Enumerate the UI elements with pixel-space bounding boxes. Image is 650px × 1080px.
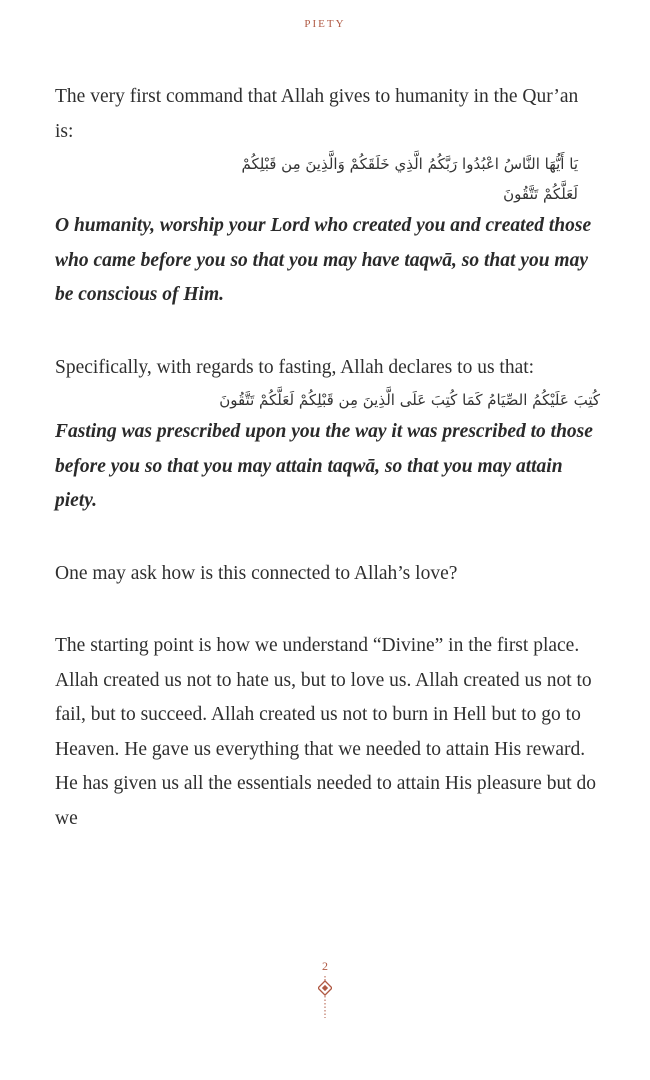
divine-paragraph: The starting point is how we understand “Divine” in the first place. Allah created us not to hate us, but to love us. Allah created us not to fail, but to succeed. Allah created us not to burn in Hell but to go to Heaven. He gave us everything that we needed to attain His reward. He has given us all the essentials needed to attain His pleasure but do we <box>55 635 596 829</box>
question-paragraph: One may ask how is this connected to Allah’s love? <box>55 562 458 584</box>
running-header: PIETY <box>304 18 346 30</box>
arabic-verse-1-line-2: لَعَلَّكُمْ تَتَّقُونَ <box>503 185 578 203</box>
intro-paragraph: The very first command that Allah gives to humanity in the Qur’an is: <box>55 86 579 142</box>
verse-2-translation: Fasting was prescribed upon you the way it was prescribed to those before you so that you may attain taqwā, so that you may attain piety. <box>55 421 593 511</box>
arabic-verse-1-line-1: يَا أَيُّهَا النَّاسُ اعْبُدُوا رَبَّكُمُ الَّذِي خَلَقَكُمْ وَالَّذِينَ مِن قَبْلِكُمْ <box>241 155 578 173</box>
arabic-verse-2: كُتِبَ عَلَيْكُمُ الصِّيَامُ كَمَا كُتِبَ عَلَى الَّذِينَ مِن قَبْلِكُمْ لَعَلَّكُمْ تَتَّقُونَ <box>219 391 600 409</box>
page-number: 2 <box>322 959 328 973</box>
page-body <box>55 80 600 836</box>
verse-1-translation: O humanity, worship your Lord who created you and created those who came before you so that you may have taqwā, so that you may be conscious of Him. <box>55 215 592 305</box>
fasting-intro-paragraph: Specifically, with regards to fasting, Allah declares to us that: <box>55 356 535 378</box>
diamond-ornament-icon <box>318 976 332 1018</box>
page-footer <box>0 958 650 1018</box>
